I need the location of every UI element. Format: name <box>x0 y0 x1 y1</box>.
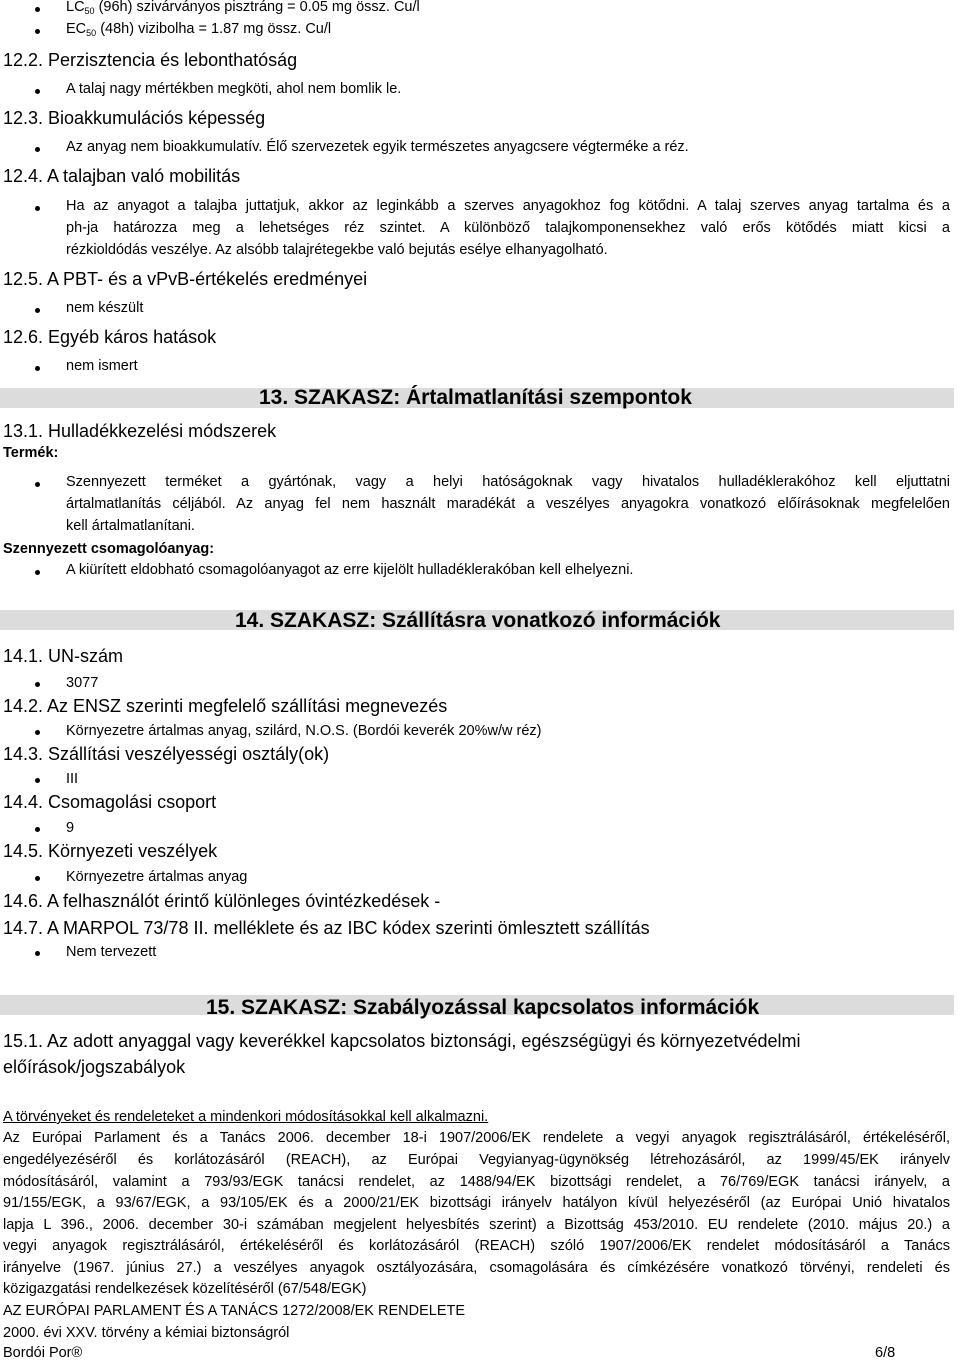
text-14-1: 3077 <box>66 675 99 691</box>
heading-14-5: 14.5. Környezeti veszélyek <box>3 841 218 861</box>
text-13-line3: kell ártalmatlanítani. <box>66 518 195 534</box>
heading-15-1-line2: előírások/jogszabályok <box>3 1057 186 1077</box>
bullet <box>35 29 40 34</box>
bullet <box>35 308 40 313</box>
heading-14-6: 14.6. A felhasználót érintő különleges óvintézkedések - <box>3 891 441 911</box>
heading-14-3: 14.3. Szállítási veszélyességi osztály(ok) <box>3 744 330 764</box>
bullet <box>35 570 40 575</box>
footer-product: Bordói Por® <box>3 1345 83 1361</box>
section-13-title: 13. SZAKASZ: Ártalmatlanítási szempontok <box>259 386 692 409</box>
law-line-4: 91/155/EGK, a 93/67/EGK, a 93/105/EK és a 2000/21/EK bizottsági irányelv hatályon kívül helyezéséről (az Európai Unió hivatalos <box>3 1195 950 1211</box>
footer-page: 6/8 <box>875 1345 896 1361</box>
heading-12-6: 12.6. Egyéb káros hatások <box>3 327 217 347</box>
heading-14-7: 14.7. A MARPOL 73/78 II. melléklete és az IBC kódex szerinti ömlesztett szállítás <box>3 918 650 938</box>
text-13-line2: ártalmatlanítás céljából. Az anyag fel nem használt maradékát a veszélyes anyagokra vonatkozó előírásoknak megfelelően <box>66 496 950 512</box>
bullet <box>35 730 40 735</box>
heading-15-1-line1: 15.1. Az adott anyaggal vagy keverékkel kapcsolatos biztonsági, egészségügyi és környezetvédelmi <box>3 1031 801 1051</box>
law-line-6: vegyi anyagok regisztrálásáról, értékeléséről és korlátozásáról (REACH) szóló 1907/2006/EK rendelet módosításáról a Tanács <box>3 1238 950 1254</box>
heading-12-4: 12.4. A talajban való mobilitás <box>3 166 241 186</box>
section-14-title: 14. SZAKASZ: Szállításra vonatkozó információk <box>235 609 721 632</box>
heading-12-2: 12.2. Perzisztencia és lebonthatóság <box>3 50 298 70</box>
ec50-line: $EC_{50}$ (48h) vizibolha = 1.87 mg össz. Cu/l <box>66 21 332 38</box>
bullet <box>35 89 40 94</box>
bullet <box>35 482 40 487</box>
heading-13-1: 13.1. Hulladékkezelési módszerek <box>3 421 277 441</box>
bullet <box>35 206 40 211</box>
termek-label: Termék: <box>3 445 59 461</box>
bullet <box>35 876 40 881</box>
text-12-3: Az anyag nem bioakkumulatív. Élő szervezetek egyik természetes anyagcsere végterméke a réz. <box>66 139 689 155</box>
text-13-line1: Szennyezett terméket a gyártónak, vagy a helyi hatóságoknak vagy hivatalos hulladéklerakóhoz kell eljuttatni <box>66 474 950 490</box>
text-12-4-line1: Ha az anyagot a talajba juttatjuk, akkor az leginkább a szerves anyagokhoz fog kötődni. A talaj szerves anyag tartalma és a <box>66 198 950 214</box>
bullet <box>35 366 40 371</box>
heading-14-1: 14.1. UN-szám <box>3 646 124 666</box>
text-12-2: A talaj nagy mértékben megköti, ahol nem bomlik le. <box>66 81 402 97</box>
law-line-8: közigazgatási rendelkezések közelítéséről (67/548/EGK) <box>3 1281 367 1297</box>
heading-14-2: 14.2. Az ENSZ szerinti megfelelő szállítási megnevezés <box>3 696 448 716</box>
text-14-2: Környezetre ártalmas anyag, szilárd, N.O.S. (Bordói keverék 20%w/w réz) <box>66 723 542 739</box>
bullet <box>35 827 40 832</box>
text-14-7: Nem tervezett <box>66 944 157 960</box>
heading-14-4: 14.4. Csomagolási csoport <box>3 792 217 812</box>
text-12-6: nem ismert <box>66 358 138 374</box>
section-15-title: 15. SZAKASZ: Szabályozással kapcsolatos információk <box>206 996 760 1019</box>
text-csomag: A kiürített eldobható csomagolóanyagot az erre kijelölt hulladéklerakóban kell elhelyezni. <box>66 562 634 578</box>
bullet <box>35 951 40 956</box>
heading-12-3: 12.3. Bioakkumulációs képesség <box>3 108 266 128</box>
text-12-4-line2: ph-ja határozza meg a lehetséges réz szintet. A különböző talajkomponensekhez való erős kötődés miatt kicsi a <box>66 220 950 236</box>
lc50-line: $LC_{50}$ (96h) szivárványos pisztráng = 0.05 mg össz. Cu/l <box>66 0 420 16</box>
law-line-5: lapja L 396., 2006. december 30-i számában megjelent helyesbítés szerint) a Bizottság 453/2010. EU rendelete (2010. május 20.) a <box>3 1217 950 1233</box>
bullet <box>35 147 40 152</box>
law-line-7: irányelve (1967. június 27.) a veszélyes anyagok osztályozására, csomagolására és címkézésére vonatkozó törvényi, rendeleti és <box>3 1260 950 1276</box>
bullet <box>35 682 40 687</box>
text-12-5: nem készült <box>66 300 144 316</box>
text-14-5: Környezetre ártalmas anyag <box>66 869 248 885</box>
text-14-3: III <box>66 771 79 787</box>
law-line-10: 2000. évi XXV. törvény a kémiai biztonságról <box>3 1325 290 1341</box>
bullet <box>35 778 40 783</box>
text-12-4-line3: rézkioldódás veszélye. Az alsóbb talajrétegekbe való bejutás esélye elhanyagolható. <box>66 242 608 258</box>
bullet <box>35 7 40 12</box>
law-intro: A törvényeket és rendeleteket a mindenkori módosításokkal kell alkalmazni. <box>3 1109 489 1125</box>
law-line-1: Az Európai Parlament és a Tanács 2006. december 18-i 1907/2006/EK rendelete a vegyi anyagok regisztrálásáról, értékeléséről, <box>3 1130 950 1146</box>
law-line-3: módosításáról, valamint a 793/93/EGK tanácsi rendelet, az 1488/94/EK bizottsági rendelet, a 76/769/EGK tanácsi irányelv, a <box>3 1174 950 1190</box>
heading-12-5: 12.5. A PBT- és a vPvB-értékelés eredményei <box>3 269 368 289</box>
law-line-9: AZ EURÓPAI PARLAMENT ÉS A TANÁCS 1272/2008/EK RENDELETE <box>3 1303 466 1319</box>
law-line-2: engedélyezéséről és korlátozásáról (REACH), az Európai Vegyianyag-ügynökség létrehozásáról, az 1999/45/EK irányelv <box>3 1152 950 1168</box>
csomag-label: Szennyezett csomagolóanyag: <box>3 541 215 557</box>
text-14-4: 9 <box>66 820 75 836</box>
